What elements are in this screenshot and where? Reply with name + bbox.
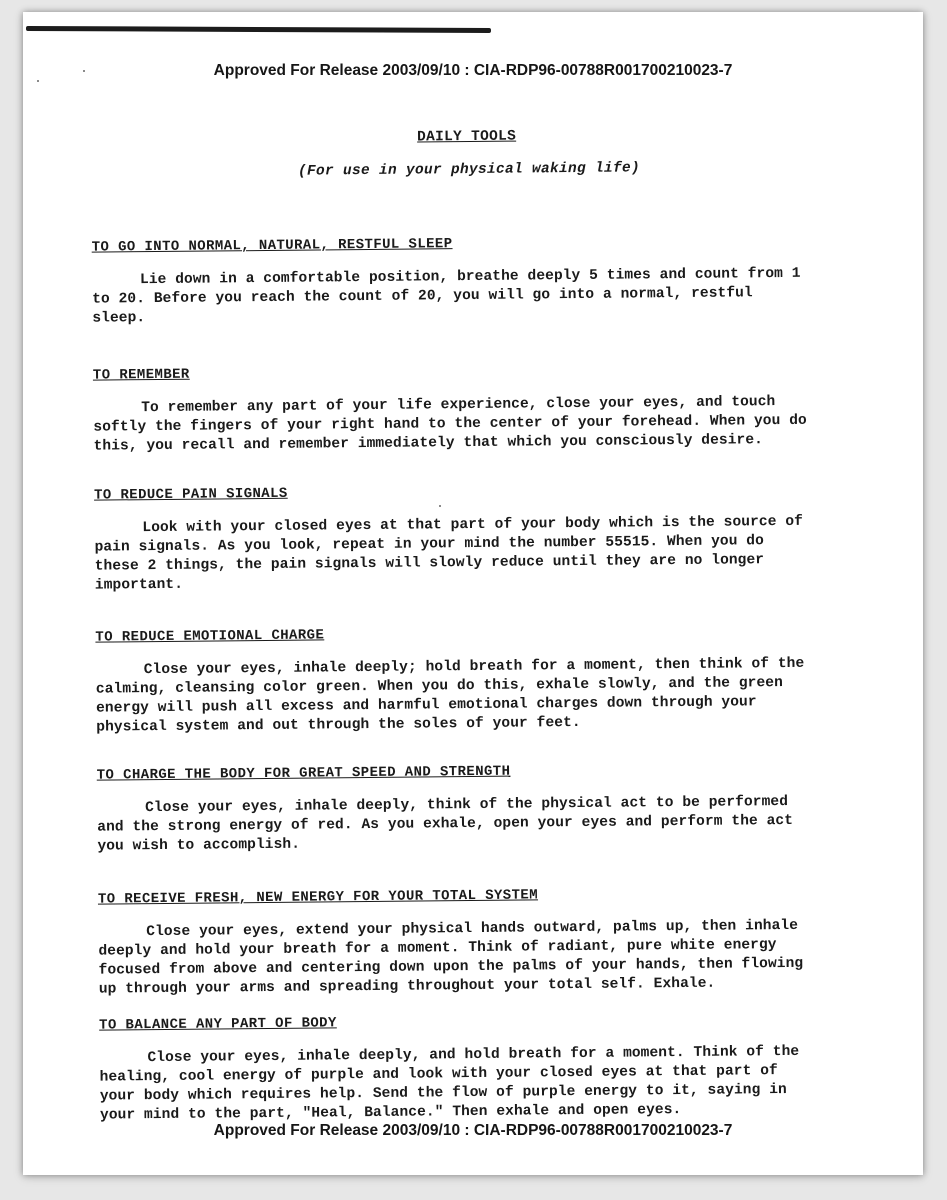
section-heading: TO CHARGE THE BODY FOR GREAT SPEED AND STRENGTH xyxy=(96,763,511,784)
page-title: DAILY TOOLS xyxy=(417,128,517,146)
section-body: Look with your closed eyes at that part of your body which is the source of pain signals. As you look, repeat in your mind the number 55515. When you do these 2 things, the pain signals will slowly reduce until they are no longer important. xyxy=(94,513,803,594)
section-body: Lie down in a comfortable position, breathe deeply 5 times and count from 1 to 20. Before you reach the count of 20, you will go into a normal, restful sleep. xyxy=(92,265,801,327)
section-heading: TO BALANCE ANY PART OF BODY xyxy=(99,1015,337,1034)
release-footer: Approved For Release 2003/09/10 : CIA-RDP96-00788R001700210023-7 xyxy=(213,1122,733,1139)
document-page xyxy=(23,12,923,1175)
section-heading: TO GO INTO NORMAL, NATURAL, RESTFUL SLEEP xyxy=(91,236,453,256)
scan-speck xyxy=(439,505,441,507)
section-fresh-energy xyxy=(98,885,819,1000)
section-remember xyxy=(93,361,814,457)
section-balance-body xyxy=(99,1011,820,1126)
page-subtitle: (For use in your physical waking life) xyxy=(297,160,641,180)
section-heading: TO RECEIVE FRESH, NEW ENERGY FOR YOUR TOTAL SYSTEM xyxy=(97,887,539,908)
section-body: Close your eyes, extend your physical hands outward, palms up, then inhale deeply and hold your breath for a moment. Think of radiant, pure white energy focused from above and centering down upon the palms of your hands, then flowing up through your arms and spreading throughout your total self. Exhale. xyxy=(98,917,804,998)
section-body: To remember any part of your life experience, close your eyes, and touch softly the fingers of your right hand to the center of your forehead. When you do this, you recall and remember immediately that which you consciously desire. xyxy=(93,394,807,455)
scan-speck xyxy=(37,80,39,82)
scan-speck xyxy=(83,70,85,72)
section-heading: TO REDUCE PAIN SIGNALS xyxy=(93,485,288,504)
section-emotional-charge xyxy=(95,623,816,738)
release-header: Approved For Release 2003/09/10 : CIA-RDP96-00788R001700210023-7 xyxy=(213,62,733,79)
section-heading: TO REDUCE EMOTIONAL CHARGE xyxy=(95,627,325,646)
section-body: Close your eyes, inhale deeply, think of the physical act to be performed and the strong energy of red. As you exhale, open your eyes and perform the act you wish to accomplish. xyxy=(97,793,794,855)
section-body: Close your eyes, inhale deeply; hold breath for a moment, then think of the calming, cleansing color green. When you do this, exhale slowly, and the green energy will push all excess and harmful emotional charges down through your physical system and out through the soles of your feet. xyxy=(95,655,805,736)
section-speed-strength xyxy=(97,761,818,857)
section-heading: TO REMEMBER xyxy=(92,366,190,384)
section-restful-sleep xyxy=(92,233,813,329)
document-body xyxy=(23,12,923,1175)
section-body: Close your eyes, inhale deeply, and hold breath for a moment. Think of the healing, cool energy of purple and look with your closed eyes at that part of your body which requires help. Send the flow of purple energy to it, saying in your mind to the part, "Heal, Balance." Then exhale and open eyes. xyxy=(99,1043,800,1124)
section-reduce-pain xyxy=(94,481,815,596)
